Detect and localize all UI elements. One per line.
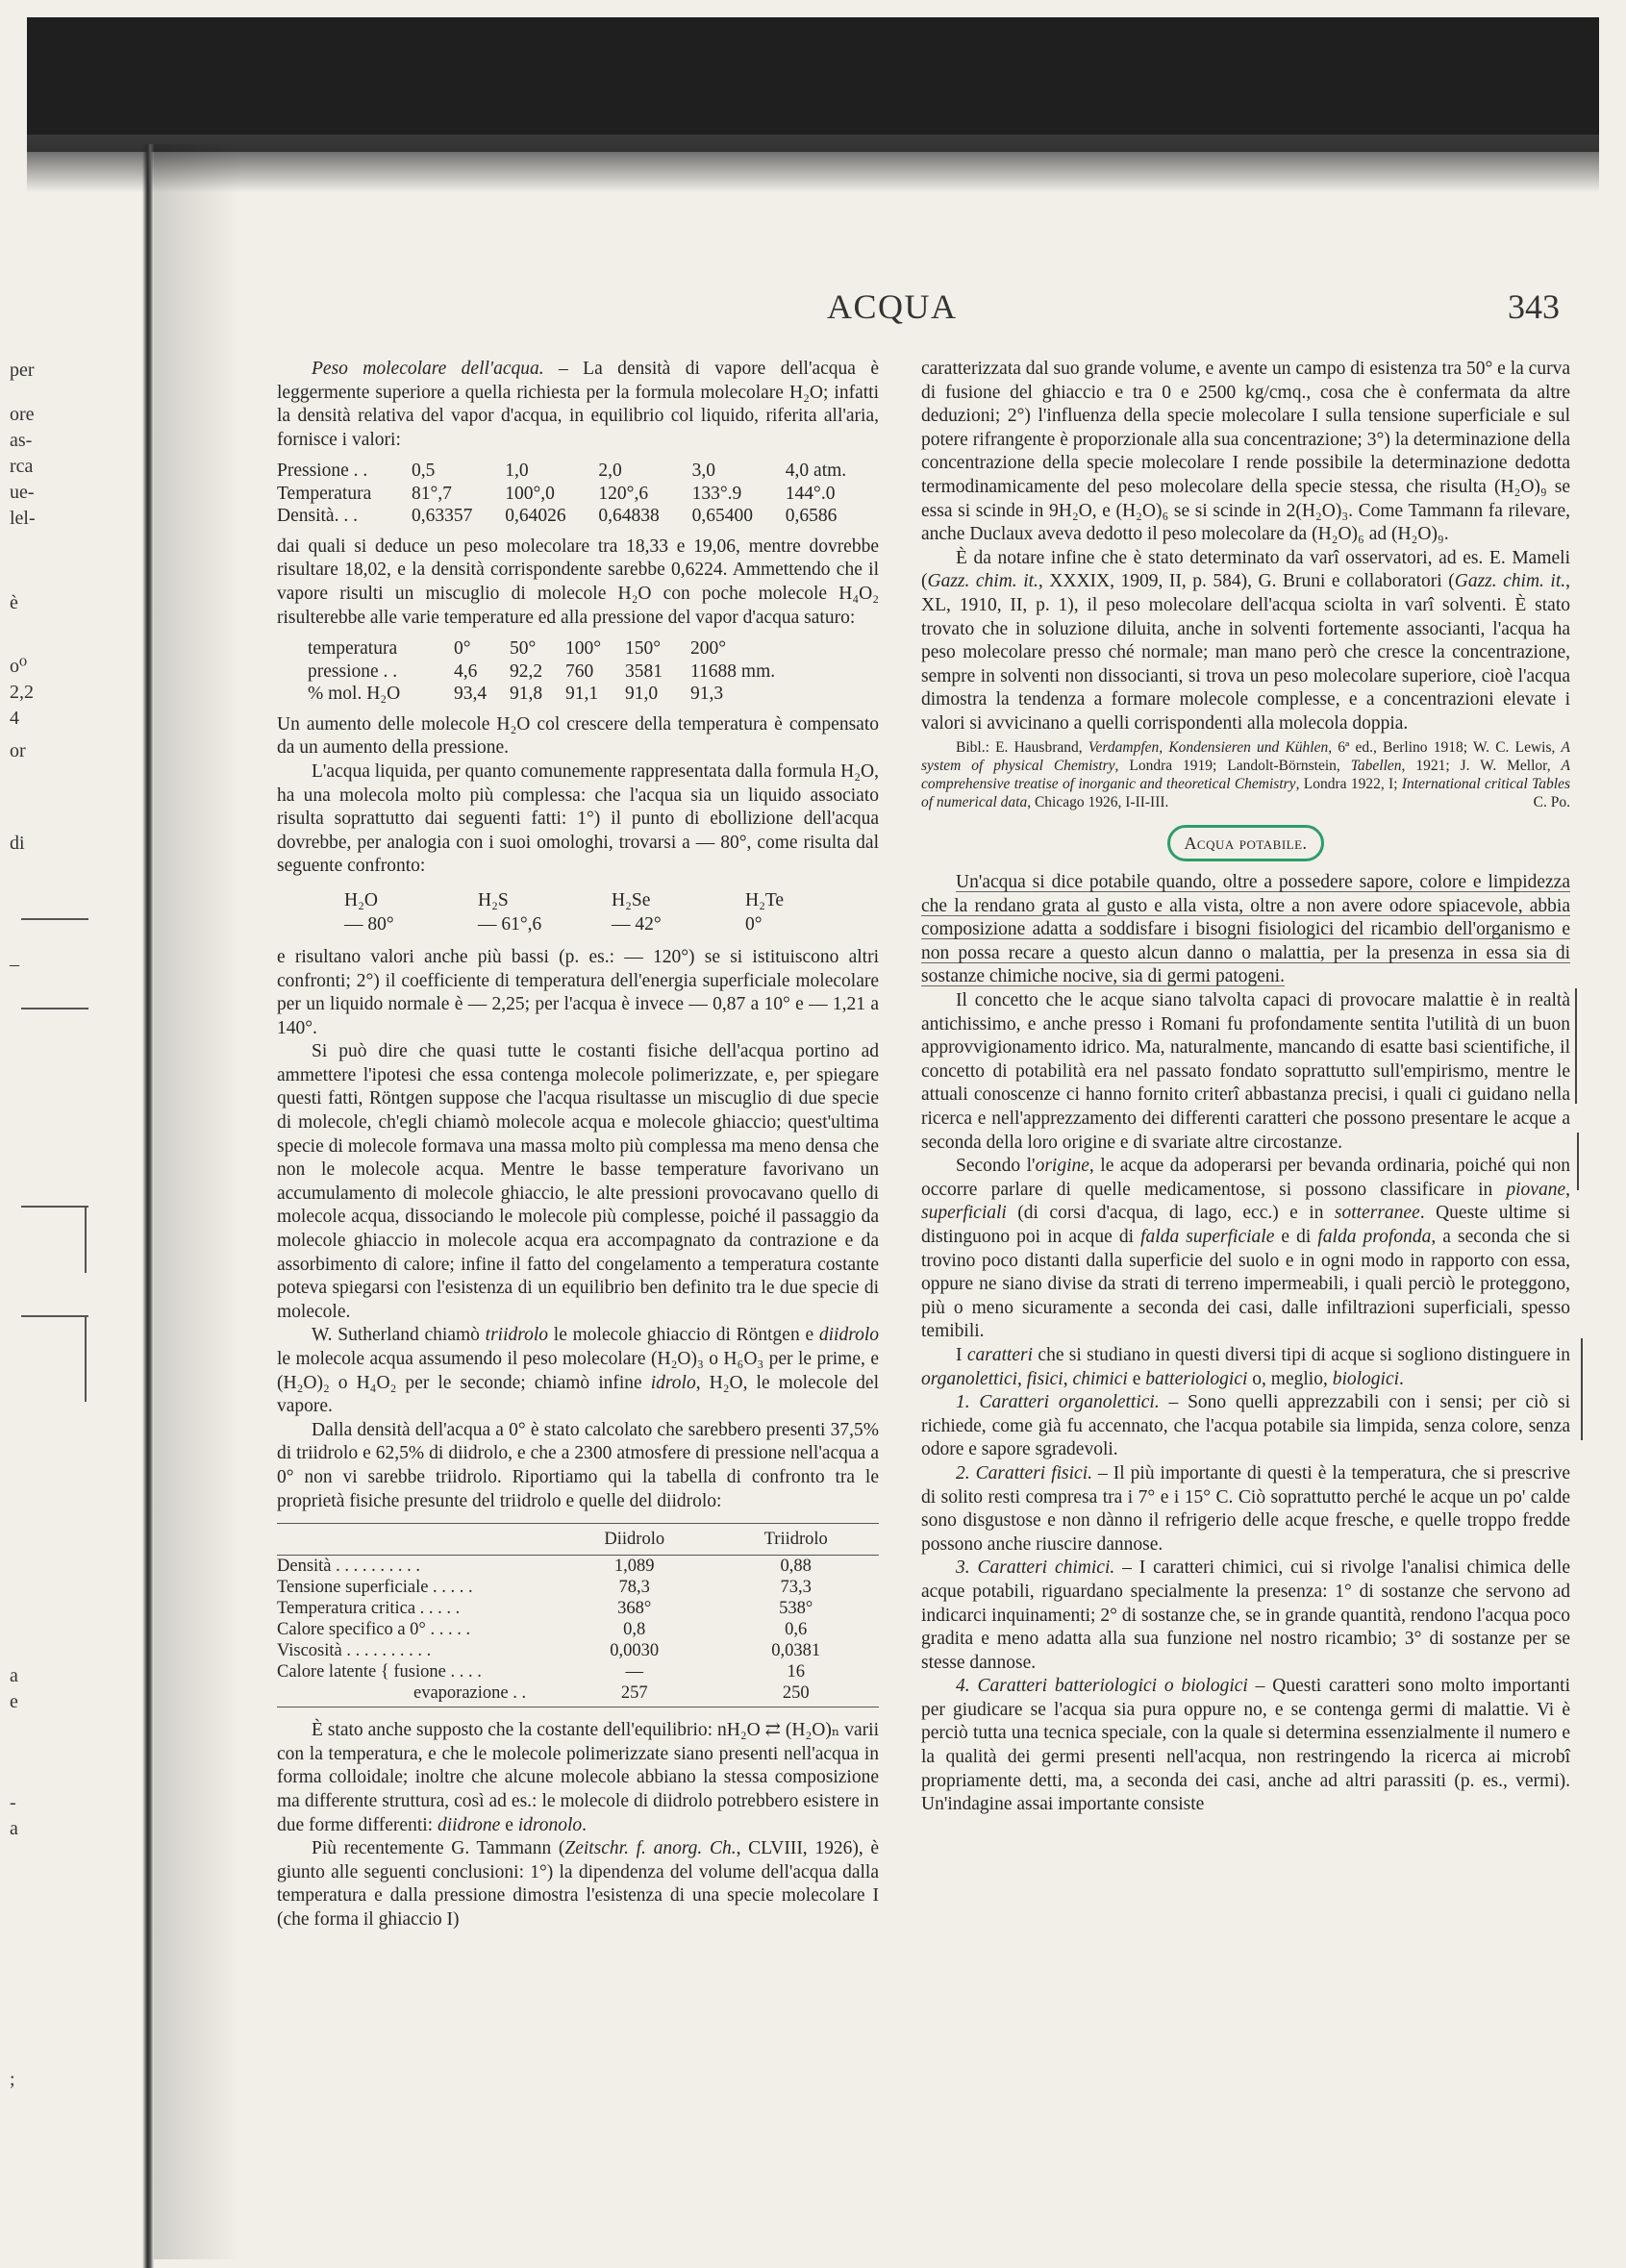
paragraph: 1. Caratteri organolettici. – Sono quelli apprezzabili con i sensi; per ciò si richiede, come già fu accennato, che l'acqua potabile sia limpida, senza colore, senza odore e sapore sgradevoli. <box>921 1392 1570 1460</box>
author-signature: C. Po. <box>1533 793 1570 810</box>
running-title: ACQUA <box>827 287 958 326</box>
column-header: Triidrolo <box>713 1524 879 1556</box>
paragraph: Secondo l'origine, le acque da adoperarsi per bevanda ordinaria, poiché qui non occorre parlare di quelle medicamentose, si possono classificare in piovane, superficiali (di corsi d'acqua, di lago, ecc.) e in sotterranee. Queste ultime si distinguono poi in acque di falda superficiale e di falda profonda, a seconda che si trovino poco distanti dalla superficie del suolo e in ogni modo in rapporto con essa, oppure ne siano divise da strati di terreno impermeabili, i quali perciò le proteggono, più o meno sicuramente a seconda dei casi, dalle infiltrazioni superficiali, spesso temibili. <box>921 1156 1571 1342</box>
margin-fragment-1: per <box>10 360 35 381</box>
margin-fragment-9: - a <box>10 1792 18 1839</box>
paragraph: dai quali si deduce un peso molecolare tra 18,33 e 19,06, mentre dovrebbe risultare 18,02, e la densità corrispondente sarebbe 0,6224. Ammettendo che il vapore risulti un miscuglio di molecole H₂O con poche molecole H₄O₂ risulterebbe alle varie temperature ed alla pressione del vapor d'acqua saturo: <box>277 536 879 628</box>
margin-rule <box>21 1206 88 1208</box>
paragraph: Un'acqua si dice potabile quando, oltre a possedere sapore, colore e limpidezza che la rendano grata al gusto e alla vista, oltre a non avere odore spiacevole, abbia composizione adatta a soddisfare i bisogni fisiologici del ricambio dell'organismo e non possa recare a questo alcun danno o malattia, per la presenza in essa sia di sostanze chimiche nocive, sia di germi patogeni. <box>921 872 1570 987</box>
left-column <box>277 358 879 1932</box>
table-row: Viscosità . . . . . . . . . . 0,0030 0,0381 <box>277 1641 821 1661</box>
paragraph: Peso molecolare dell'acqua. – La densità di vapore dell'acqua è leggermente superiore a quella richiesta per la formula molecolare H₂O; infatti la densità relativa del vapor d'acqua, in equilibrio col liquido, riferita all'aria, fornisce i valori: <box>277 359 879 450</box>
homologues-table: H₂O H₂S H₂Se H₂Te — 80° — 61°,6 — 42° 0° <box>344 889 785 935</box>
margin-fragment-3: è <box>10 592 18 613</box>
scan-shadow <box>27 135 1599 192</box>
table-row: Densità . . . . . . . . . . 1,089 0,88 <box>277 1557 812 1577</box>
table-row: Calore latente { fusione . . . . — 16 <box>277 1662 805 1682</box>
margin-fragment-2: ore as- rca ue- lel- <box>10 404 36 529</box>
pen-margin-mark <box>1581 1338 1583 1440</box>
table-row: evaporazione . . 257 250 <box>277 1682 879 1707</box>
page-number: 343 <box>1508 287 1560 326</box>
vapor-density-table: Pressione . . 0,5 1,0 2,0 3,0 4,0 atm. Temperatura 81°,7 100°,0 120°,6 133°.9 144°.0 Densità. . . 0,63357 0,64026 0,64838 0,65400 0,6586 <box>277 461 847 527</box>
margin-fragment-8: a e <box>10 1665 18 1712</box>
paragraph: e risultano valori anche più bassi (p. es.: — 120°) se si istituiscono altri confronti; 2°) il coefficiente di temperatura dell'energia superficiale molecolare per un liquido normale è — 2,25; per l'acqua è invece — 0,87 a 10° e — 1,21 a 140°. <box>277 946 879 1038</box>
properties-table <box>277 1523 879 1707</box>
binding-spine <box>142 144 154 2268</box>
paragraph: Dalla densità dell'acqua a 0° è stato calcolato che sarebbero presenti 37,5% di triidrolo e 62,5% di diidrolo, e che a 2300 atmosfere di pressione nell'acqua a 0° non vi sarebbe triidrolo. Riportiamo qui la tabella di confronto tra le proprietà fisiche presunte del triidrolo e quelle del diidrolo: <box>277 1419 879 1511</box>
paragraph: È da notare infine che è stato determinato da varî osservatori, ad es. E. Mameli (Gazz. chim. it., XXXIX, 1909, II, p. 584), G. Bruni e collaboratori (Gazz. chim. it., XL, 1910, II, p. 1), il peso molecolare dell'acqua sciolta in varî solventi. È stato trovato che in soluzione diluita, anche in solventi fortemente associanti, l'acqua ha peso molecolare presso ché normale; man mano però che cresce la concentrazione, sempre in solventi non dissocianti, si trova un peso molecolare superiore, cioè l'acqua dimostra la tendenza a formare molecole complesse, e a concentrazioni elevate i valori si avvicinano a quelli corrispondenti alla molecola doppia. <box>921 547 1571 734</box>
table-row: Calore specifico a 0° . . . . . 0,8 0,6 <box>277 1620 808 1640</box>
paragraph: L'acqua liquida, per quanto comunemente rappresentata dalla formula H₂O, ha una molecola molto più complessa: che l'acqua sia un liquido associato risulta soprattutto dai seguenti fatti: 1°) il punto di ebollizione dell'acqua dovrebbe, per analogia con i suoi omologhi, trovarsi a — 80°, come risulta dal seguente confronto: <box>277 760 879 877</box>
paragraph: Si può dire che quasi tutte le costanti fisiche dell'acqua portino ad ammettere l'ipotesi che essa contenga molecole polimerizzate, e, per spiegare questi fatti, Röntgen suppose che l'acqua risultasse un miscuglio di due specie di molecole, ch'egli chiamò molecole acqua e molecole ghiaccio; quest'ultima specie di molecole formava una massa molto più complessa ma meno densa che non le molecole acqua. Mentre le basse temperature favorivano un accumulamento di molecole ghiaccio, le alte pressioni provocavano quello di molecole acqua, dissociando le molecole più complesse, poiché il passaggio da molecole ghiaccio in molecole acqua era accompagnato da contrazione e da assorbimento di calore; infine il fatto del congelamento a temperatura costante poteva spiegarsi con l'esistenza di un equilibrio ben definito tra le due specie di molecole. <box>277 1041 879 1322</box>
margin-rule <box>85 1206 87 1273</box>
paragraph: Un aumento delle molecole H₂O col crescere della temperatura è compensato da un aumento della pressione. <box>277 713 879 759</box>
paragraph: 2. Caratteri fisici. – Il più importante di questi è la temperatura, che si prescrive di solito resti compresa tra i 7° e i 15° C. Ciò soprattutto perché le acque un po' calde sono disgustose e non dànno il refrigerio delle acque fresche, e quelle troppo fredde possono anche riuscire dannose. <box>921 1462 1570 1555</box>
table-row: Tensione superficiale . . . . . 78,3 73,3 <box>277 1578 812 1598</box>
margin-fragment-6: di <box>10 833 25 854</box>
margin-fragment-5: or <box>10 740 26 761</box>
binding-shadow <box>154 144 240 2259</box>
margin-rule <box>85 1315 87 1402</box>
table-row: Temperatura critica . . . . . 368° 538° <box>277 1599 813 1619</box>
paragraph: Più recentemente G. Tammann (Zeitschr. f. anorg. Ch., CLVIII, 1926), è giunto alle seguenti conclusioni: 1°) la dipendenza del volume dell'acqua dalla temperatura e dalla pressione dimostra l'esistenza di una specie molecolare I (che forma il ghiaccio I) <box>277 1838 880 1930</box>
section-title: Acqua potabile. <box>921 825 1570 862</box>
pen-margin-mark <box>1575 988 1577 1104</box>
paragraph: W. Sutherland chiamò triidrolo le molecole ghiaccio di Röntgen e diidrolo le molecole acqua assumendo il peso molecolare (H₂O)₃ o H₆O₃ per le prime, e (H₂O)₂ o H₄O₂ per le seconde; chiamò infine idrolo, H₂O, le molecole del vapore. <box>277 1325 880 1417</box>
saturated-vapor-table: temperatura 0° 50° 100° 150° 200° pressione . . 4,6 92,2 760 3581 11688 mm. % mol. H₂O 93,4 91,8 91,1 91,0 91,3 <box>308 638 776 705</box>
margin-fragment-10: ; <box>10 2069 15 2090</box>
paragraph: 3. Caratteri chimici. – I caratteri chimici, cui si rivolge l'analisi chimica delle acque potabili, riguardano specialmente la presenza: 1° di sostanze che servono ad indicarci inquinamenti; 2° di sostanze che, se in grande quantità, rendono l'acqua poco gradita e meno adatta alla sua funzione nel nostro ricambio; 3° di sostanze per se stesse dannose. <box>921 1558 1570 1673</box>
paragraph: Il concetto che le acque siano talvolta capaci di provocare malattie è in realtà antichissimo, e anche presso i Romani fu profondamente sentita l'utilità di un buon approvvigionamento idrico. Ma, naturalmente, mancando di esatte basi scientifiche, il concetto di potabilità era nel passato fondato soprattutto sull'empirismo, mentre le attuali conoscenze ci hanno fornito criterî abbastanza precisi, i quali ci guidano nella ricerca e nell'apprezzamento dei differenti caratteri che possono presentare le acque a seconda della loro origine e di svariate altre circostanze. <box>921 990 1570 1153</box>
paragraph: È stato anche supposto che la costante dell'equilibrio: nH₂O ⇄ (H₂O)ₙ varii con la temperatura, e che le molecole polimerizzate siano presenti nell'acqua in forma colloidale; inoltre che alcune molecole abbiano la stessa composizione ma differente struttura, così ad es.: le molecole di diidrolo potrebbero esistere in due forme differenti: diidrone e idronolo. <box>277 1720 879 1835</box>
margin-rule <box>21 1315 88 1317</box>
margin-rule <box>21 1008 88 1009</box>
paragraph: 4. Caratteri batteriologici o biologici – Questi caratteri sono molto importanti per giudicare se l'acqua sia pura oppure no, e se contenga germi di malattie. Vi è perciò tutta una tecnica speciale, con la quale si determina essenzialmente il numero e la qualità dei germi presenti nell'acqua, non restringendo la ricerca ai microbî propriamente detti, ma, a seconda dei casi, anche ad altri parassiti (p. es., vermi). Un'indagine assai importante consiste <box>921 1676 1570 1815</box>
paragraph: caratterizzata dal suo grande volume, e avente un campo di esistenza tra 50° e la curva di fusione del ghiaccio e tra 0 e 2500 kg/cmq., cosa che è confermata da altre deduzioni; 2°) l'influenza della specie molecolare I sulla tensione superficiale e sul potere rifrangente è proporzionale alla sua concentrazione; 3°) la determinazione della concentrazione della specie molecolare I rende possibile la determinazione dedotta termodinamicamente del peso molecolare della specie stessa, che risulta (H₂O)₉ se essa si scinde in 9H₂O, e (H₂O)₆ se si scinde in 2(H₂O)₃. Come Tammann fa rilevare, anche Duclaux aveva dedotto il peso molecolare da (H₂O)₆ ad (H₂O)₉. <box>921 359 1570 545</box>
right-column <box>921 358 1570 1817</box>
column-header: Diidrolo <box>556 1524 713 1556</box>
bibliography: Bibl.: E. Hausbrand, Verdampfen, Kondensieren und Kühlen, 6ª ed., Berlino 1918; W. C. Lewis, A system of physical Chemistry, Londra 1919; Landolt-Börnstein, Tabellen, 1921; J. W. Mellor, A comprehensive treatise of inorganic and theoretical Chemistry, Londra 1922, I; International critical Tables of numerical data, Chicago 1926, I-II-III. C. Po. <box>921 738 1570 810</box>
scan-dark-border <box>27 17 1599 152</box>
margin-fragment-7: – <box>10 954 19 975</box>
margin-rule <box>21 918 88 920</box>
pen-margin-mark <box>1577 1133 1579 1190</box>
margin-fragment-4: o⁰ 2,2 4 <box>10 656 34 729</box>
paragraph: I caratteri che si studiano in questi diversi tipi di acque si sogliono distinguere in organolettici, fisici, chimici e batteriologici o, meglio, biologici. <box>921 1344 1570 1389</box>
